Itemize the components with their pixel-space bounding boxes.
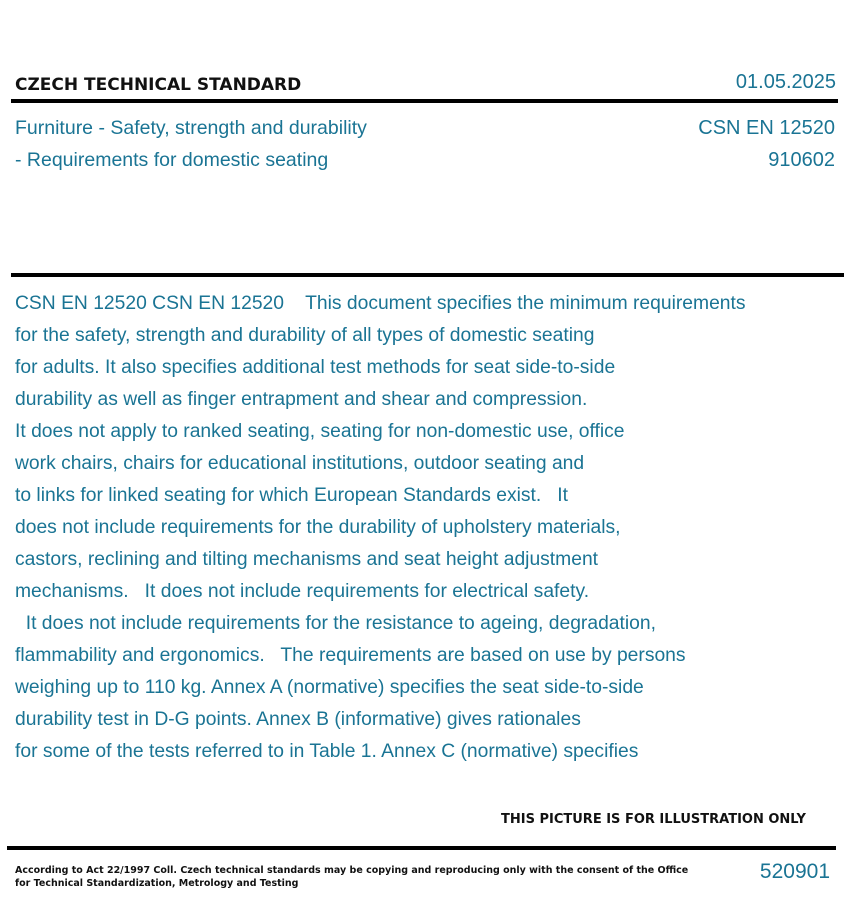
abstract-line: does not include requirements for the durability of upholstery materials, (15, 517, 621, 538)
header-rule (11, 99, 838, 103)
classification-number: 910602 (768, 149, 835, 171)
abstract-line: weighing up to 110 kg. Annex A (normative) specifies the seat side-to-side (15, 677, 644, 698)
standard-code: CSN EN 12520 (698, 117, 835, 139)
copyright-note (15, 864, 688, 890)
title-line-2: - Requirements for domestic seating (15, 149, 329, 171)
copyright-note-line: for Technical Standardization, Metrology and Testing (15, 878, 299, 889)
abstract-line: flammability and ergonomics. The requirements are based on use by persons (15, 645, 686, 666)
illustration-note: THIS PICTURE IS FOR ILLUSTRATION ONLY (501, 812, 806, 827)
abstract-line: mechanisms. It does not include requirements for electrical safety. (15, 581, 590, 602)
footer-rule (7, 846, 836, 850)
abstract-line: work chairs, chairs for educational institutions, outdoor seating and (15, 453, 585, 474)
abstract-line: CSN EN 12520 CSN EN 12520 This document specifies the minimum requirements (15, 293, 746, 314)
abstract-line: to links for linked seating for which European Standards exist. It (15, 485, 569, 506)
abstract-line: durability test in D-G points. Annex B (informative) gives rationales (15, 709, 581, 730)
abstract-line: for some of the tests referred to in Table 1. Annex C (normative) specifies (15, 741, 639, 762)
copyright-note-line: According to Act 22/1997 Coll. Czech technical standards may be copying and reproducing only with the consent of the Office (15, 865, 689, 876)
abstract-line: for the safety, strength and durability of all types of domestic seating (15, 325, 595, 346)
standard-label: CZECH TECHNICAL STANDARD (15, 75, 302, 95)
title-line-1: Furniture - Safety, strength and durability (15, 117, 367, 139)
abstract-line: durability as well as finger entrapment and shear and compression. (15, 389, 588, 410)
abstract-line: It does not apply to ranked seating, seating for non-domestic use, office (15, 421, 625, 442)
publication-date: 01.05.2025 (735, 71, 836, 93)
abstract-line: castors, reclining and tilting mechanisms and seat height adjustment (15, 549, 599, 570)
title-rule (11, 273, 844, 277)
abstract-text (15, 288, 845, 768)
abstract-line: It does not include requirements for the resistance to ageing, degradation, (15, 613, 656, 634)
footer-code: 520901 (759, 860, 830, 883)
abstract-line: for adults. It also specifies additional test methods for seat side-to-side (15, 357, 616, 378)
